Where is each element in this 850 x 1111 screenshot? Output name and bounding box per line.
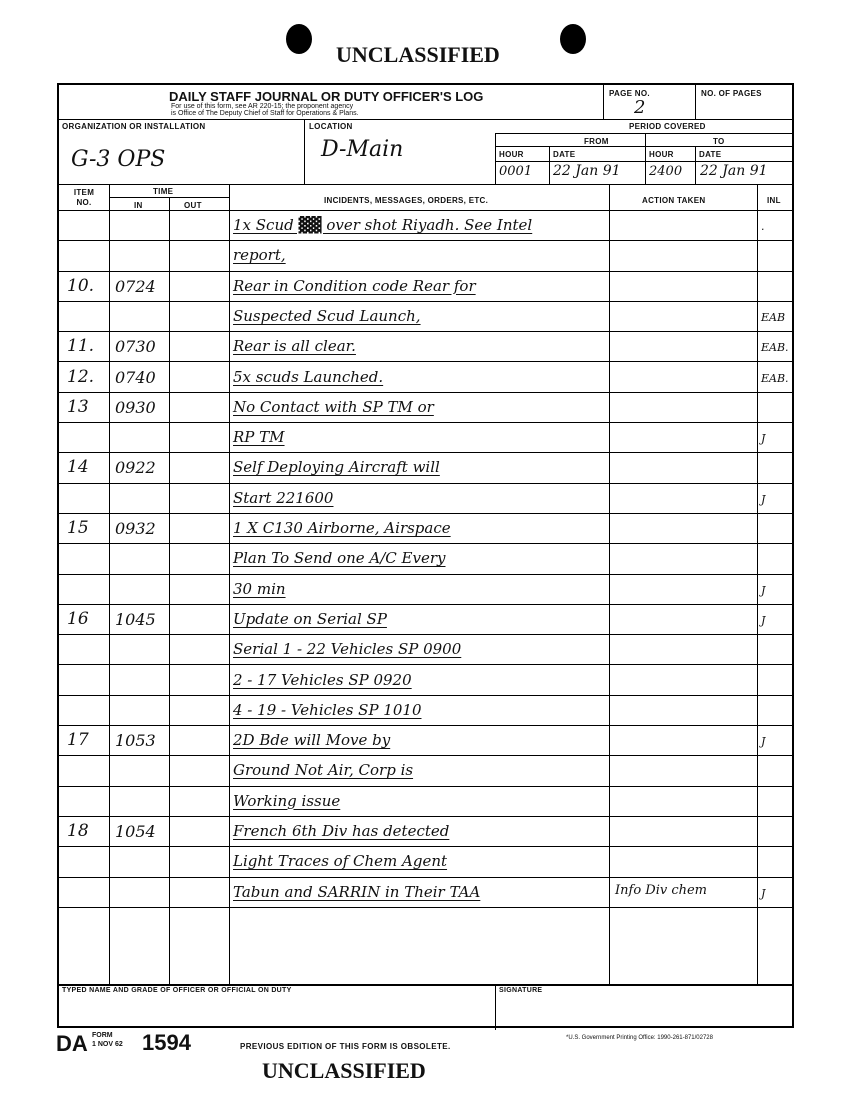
- initials: J: [761, 613, 766, 627]
- initials: .: [761, 220, 765, 233]
- table-row: [59, 483, 792, 513]
- table-row: [59, 725, 792, 755]
- action-taken: Info Div chem: [615, 882, 708, 898]
- form-small-label: FORM: [92, 1032, 113, 1039]
- previous-edition: PREVIOUS EDITION OF THIS FORM IS OBSOLETE.: [240, 1042, 451, 1051]
- incident-text: 1x Scud ▓▓ over shot Riyadh. See Intel: [233, 216, 533, 234]
- form-subtitle-2: is Office of The Deputy Chief of Staff for Operations & Plans.: [171, 110, 359, 117]
- col-action: ACTION TAKEN: [642, 196, 706, 205]
- typed-name-label: TYPED NAME AND GRADE OF OFFICER OR OFFICIAL ON DUTY: [62, 987, 292, 994]
- initials: J: [761, 432, 766, 446]
- incident-text: 2D Bde will Move by: [233, 731, 391, 750]
- journal-form: [57, 83, 794, 1028]
- table-row: [59, 392, 792, 422]
- from-date-value: 22 Jan 91: [553, 163, 621, 179]
- signature-label: SIGNATURE: [499, 987, 543, 994]
- incident-text: Update on Serial SP: [233, 609, 387, 628]
- col-incidents: INCIDENTS, MESSAGES, ORDERS, ETC.: [324, 196, 489, 205]
- table-row: [59, 665, 792, 695]
- time-in: 0922: [115, 458, 156, 478]
- col-item-no: ITEM NO.: [73, 188, 95, 207]
- gpo-note: *U.S. Government Printing Office: 1990-261-871/02728: [566, 1035, 713, 1041]
- incident-text: Suspected Scud Launch,: [233, 306, 421, 325]
- form-subtitle-1: For use of this form, see AR 220-15; the proponent agency: [171, 103, 354, 110]
- table-row: [59, 301, 792, 331]
- to-hour-label: HOUR: [649, 150, 674, 159]
- table-row: [59, 846, 792, 876]
- item-number: 13: [67, 396, 89, 417]
- initials: J: [761, 492, 766, 506]
- incident-text: 5x scuds Launched.: [233, 367, 384, 386]
- col-time: TIME: [153, 187, 174, 196]
- incident-text: Serial 1 - 22 Vehicles SP 0900: [233, 640, 462, 659]
- table-row: [59, 786, 792, 816]
- table-row: [59, 604, 792, 634]
- page-no-value: 2: [634, 97, 646, 118]
- initials: EAB.: [761, 341, 789, 355]
- time-in: 1045: [115, 609, 156, 629]
- org-label: ORGANIZATION OR INSTALLATION: [62, 122, 206, 131]
- table-row: [59, 574, 792, 604]
- table-row: [59, 634, 792, 664]
- incident-text: Start 221600: [233, 488, 334, 507]
- org-value: G-3 OPS: [71, 147, 166, 172]
- initials: J: [761, 886, 766, 900]
- item-number: 14: [67, 457, 89, 478]
- col-out: OUT: [184, 201, 202, 210]
- form-da: DA: [56, 1031, 88, 1056]
- to-date-label: DATE: [699, 150, 722, 159]
- item-number: 11.: [67, 336, 95, 357]
- table-row: [59, 422, 792, 452]
- incident-text: Working issue: [233, 791, 341, 810]
- initials: EAB: [761, 310, 786, 324]
- time-in: 0930: [115, 397, 156, 417]
- initials: J: [761, 583, 766, 597]
- form-title: DAILY STAFF JOURNAL OR DUTY OFFICER'S LOG: [169, 89, 484, 104]
- form-date: 1 NOV 62: [92, 1041, 123, 1048]
- item-number: 10.: [67, 275, 95, 296]
- from-date-label: DATE: [553, 150, 576, 159]
- incident-text: RP TM: [233, 428, 285, 447]
- from-label: FROM: [584, 137, 609, 146]
- form-number: 1594: [142, 1030, 191, 1055]
- incident-text: 2 - 17 Vehicles SP 0920: [233, 670, 412, 689]
- table-row: [59, 513, 792, 543]
- item-number: 12.: [67, 366, 95, 387]
- incident-text: 4 - 19 - Vehicles SP 1010: [233, 700, 422, 719]
- col-in: IN: [134, 201, 143, 210]
- incident-text: Rear is all clear.: [233, 337, 356, 356]
- time-in: 1053: [115, 731, 156, 751]
- table-row: [59, 331, 792, 361]
- initials: J: [761, 735, 766, 749]
- table-row: [59, 816, 792, 846]
- to-hour-value: 2400: [649, 164, 683, 179]
- punch-hole-left: [286, 24, 312, 54]
- time-in: 0932: [115, 519, 156, 538]
- period-label: PERIOD COVERED: [629, 122, 706, 131]
- time-in: 0730: [115, 337, 156, 357]
- table-row: [59, 271, 792, 301]
- time-in: 0724: [115, 276, 156, 296]
- from-hour-value: 0001: [499, 164, 533, 179]
- col-inl: INL: [767, 196, 781, 205]
- table-row: [59, 362, 792, 392]
- incident-text: French 6th Div has detected: [233, 822, 450, 840]
- item-number: 18: [67, 821, 89, 841]
- punch-hole-right: [560, 24, 586, 54]
- incident-text: Plan To Send one A/C Every: [233, 549, 446, 568]
- item-number: 16: [67, 608, 89, 629]
- initials: EAB.: [761, 371, 789, 385]
- to-label: TO: [713, 137, 725, 146]
- no-of-pages-label: NO. OF PAGES: [701, 89, 762, 98]
- classification-bottom: UNCLASSIFIED: [262, 1058, 426, 1083]
- incident-text: Light Traces of Chem Agent: [233, 852, 448, 871]
- incident-text: No Contact with SP TM or: [233, 397, 434, 416]
- incident-text: Rear in Condition code Rear for: [233, 276, 476, 295]
- to-date-value: 22 Jan 91: [700, 163, 768, 179]
- table-row: [59, 543, 792, 573]
- table-row: [59, 877, 792, 907]
- incident-text: 30 min: [233, 579, 286, 598]
- page-no-label: PAGE NO.: [609, 89, 650, 98]
- table-row: [59, 240, 792, 270]
- item-number: 17: [67, 730, 89, 751]
- location-value: D-Main: [321, 137, 404, 162]
- incident-text: Ground Not Air, Corp is: [233, 761, 414, 780]
- incident-text: Self Deploying Aircraft will: [233, 458, 440, 477]
- incident-text: report,: [233, 246, 286, 265]
- time-in: 1054: [115, 822, 156, 841]
- table-row: [59, 695, 792, 725]
- item-number: 15: [67, 518, 89, 538]
- incident-text: Tabun and SARRIN in Their TAA: [233, 882, 481, 901]
- table-row: [59, 755, 792, 785]
- location-label: LOCATION: [309, 122, 353, 131]
- classification-top: UNCLASSIFIED: [336, 42, 500, 67]
- incident-text: 1 X C130 Airborne, Airspace: [233, 519, 451, 537]
- table-row: [59, 452, 792, 482]
- from-hour-label: HOUR: [499, 150, 524, 159]
- time-in: 0740: [115, 367, 156, 387]
- table-row: [59, 210, 792, 240]
